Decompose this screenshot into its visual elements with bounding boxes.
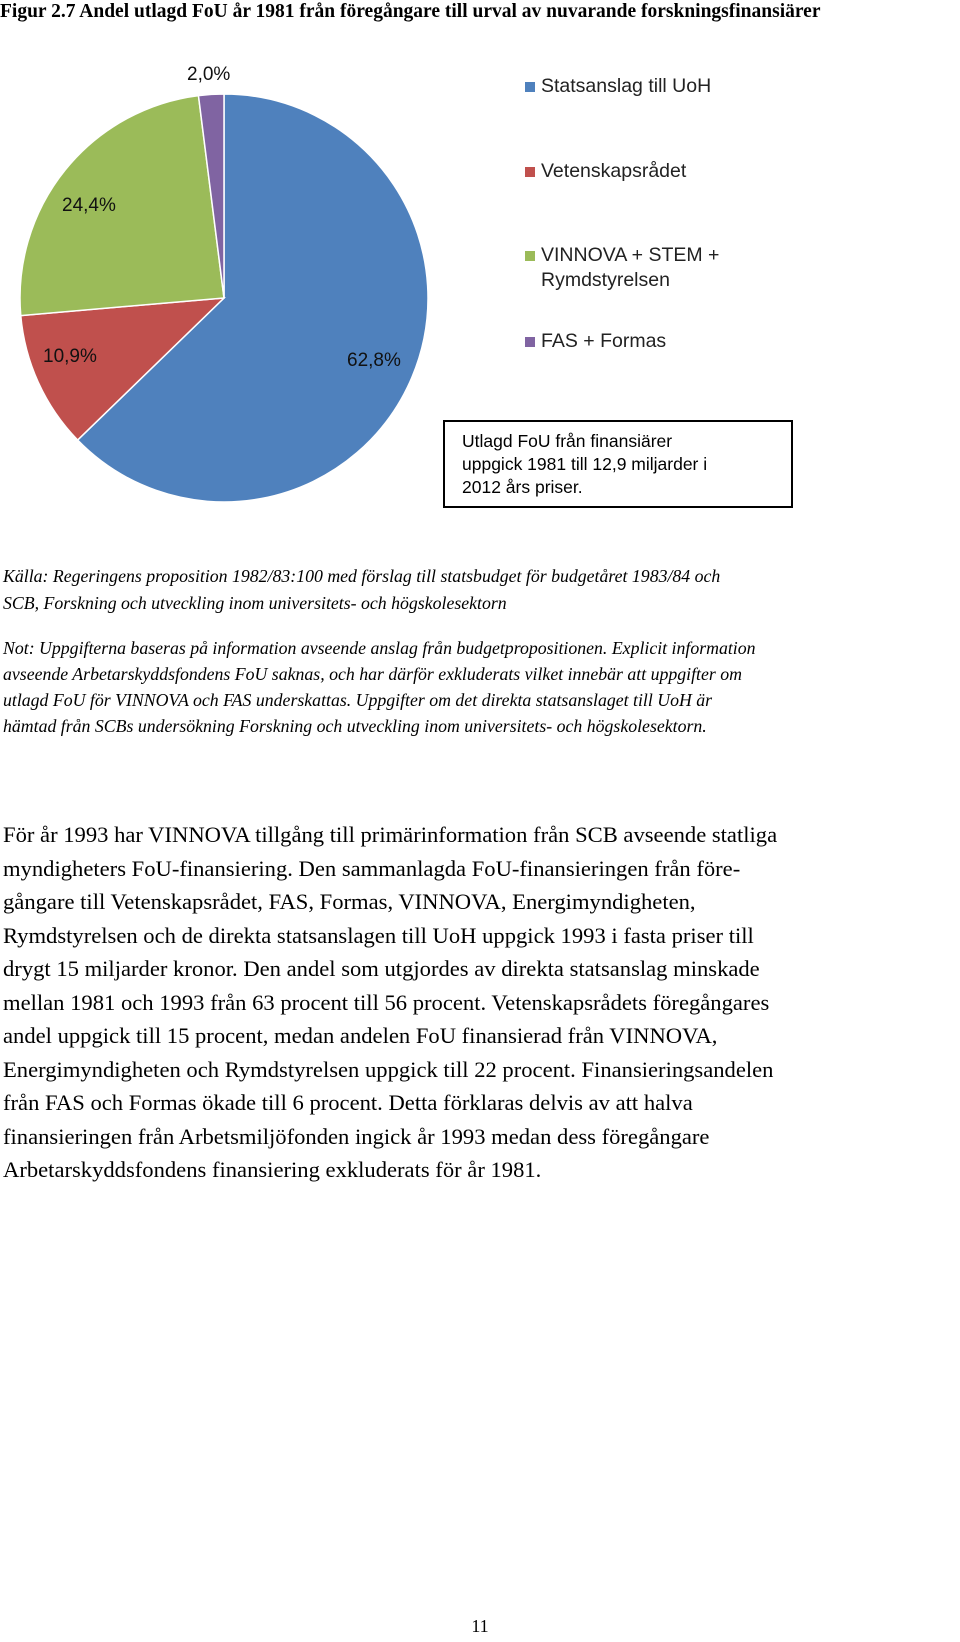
body-line-5: drygt 15 miljarder kronor. Den andel som utgjordes av direkta statsanslag minskade: [3, 956, 760, 981]
legend-swatch-fas-formas: [525, 337, 535, 347]
chart-annotation-box: [443, 420, 793, 508]
body-line-11: Arbetarskyddsfondens finansiering exkluderats för år 1981.: [3, 1157, 542, 1182]
legend-label-vinnova-line2: Rymdstyrelsen: [541, 269, 670, 291]
body-line-4: Rymdstyrelsen och de direkta statsanslagen till UoH uppgick 1993 i fasta priser till: [3, 922, 754, 948]
legend-label-vinnova-line1: VINNOVA + STEM +: [541, 244, 720, 266]
figure-title: Figur 2.7 Andel utlagd FoU år 1981 från föregångare till urval av nuvarande forskningsfinansiärer: [0, 1, 821, 22]
body-line-7: andel uppgick till 15 procent, medan andelen FoU finansierad från VINNOVA,: [3, 1023, 718, 1048]
body-line-10: finansieringen från Arbetsmiljöfonden ingick år 1993 medan dess föregångare: [3, 1123, 710, 1149]
source-line-1: Källa: Regeringens proposition 1982/83:100 med förslag till statsbudget för budgetåret 1983/84 och: [3, 566, 721, 586]
legend-swatch-vetenskapsradet: [525, 167, 535, 177]
annotation-line-2: uppgick 1981 till 12,9 miljarder i: [462, 454, 708, 474]
legend-swatch-statsanslag: [525, 82, 535, 92]
pie-slice-vinnova: [20, 96, 224, 316]
note-line-2: avseende Arbetarskyddsfondens FoU saknas, och har därför exkluderats vilket innebär att uppgifter om: [3, 664, 742, 684]
body-line-3: gångare till Vetenskapsrådet, FAS, Formas, VINNOVA, Energimyndigheten,: [3, 889, 696, 914]
body-line-1: För år 1993 har VINNOVA tillgång till primärinformation från SCB avseende statliga: [3, 822, 778, 847]
source-line-2: SCB, Forskning och utveckling inom universitets- och högskolesektorn: [3, 593, 507, 613]
page-number: 11: [471, 1616, 489, 1636]
slice-label-fas-formas: 2,0%: [187, 64, 231, 85]
legend-label-fas-formas: FAS + Formas: [541, 330, 667, 352]
body-line-9: från FAS och Formas ökade till 6 procent. Detta förklaras delvis av att halva: [3, 1090, 693, 1115]
slice-label-statsanslag: 62,8%: [347, 350, 401, 371]
legend-swatch-vinnova: [525, 251, 535, 261]
body-paragraph: [3, 818, 958, 1187]
annotation-line-3: 2012 års priser.: [462, 477, 583, 497]
note-text: [3, 635, 958, 739]
note-line-4: hämtad från SCBs undersökning Forskning och utveckling inom universitets- och högskolesektorn.: [3, 716, 707, 736]
slice-label-vinnova: 24,4%: [62, 195, 116, 216]
body-line-2: myndigheters FoU-finansiering. Den sammanlagda FoU-finansieringen från före-: [3, 855, 741, 881]
slice-label-vetenskapsradet: 10,9%: [43, 346, 97, 367]
note-line-3: utlagd FoU för VINNOVA och FAS underskattas. Uppgifter om det direkta statsanslaget till UoH är: [3, 690, 713, 710]
body-line-6: mellan 1981 och 1993 från 63 procent till 56 procent. Vetenskapsrådets föregångares: [3, 989, 770, 1015]
body-line-8: Energimyndigheten och Rymdstyrelsen uppgick till 22 procent. Finansieringsandelen: [3, 1056, 774, 1082]
source-text: [3, 563, 958, 617]
note-line-1: Not: Uppgifterna baseras på information avseende anslag från budgetpropositionen. Explicit information: [3, 638, 756, 658]
annotation-line-1: Utlagd FoU från finansiärer: [462, 431, 673, 451]
legend-label-statsanslag: Statsanslag till UoH: [541, 75, 712, 97]
legend-label-vetenskapsradet: Vetenskapsrådet: [541, 160, 687, 182]
